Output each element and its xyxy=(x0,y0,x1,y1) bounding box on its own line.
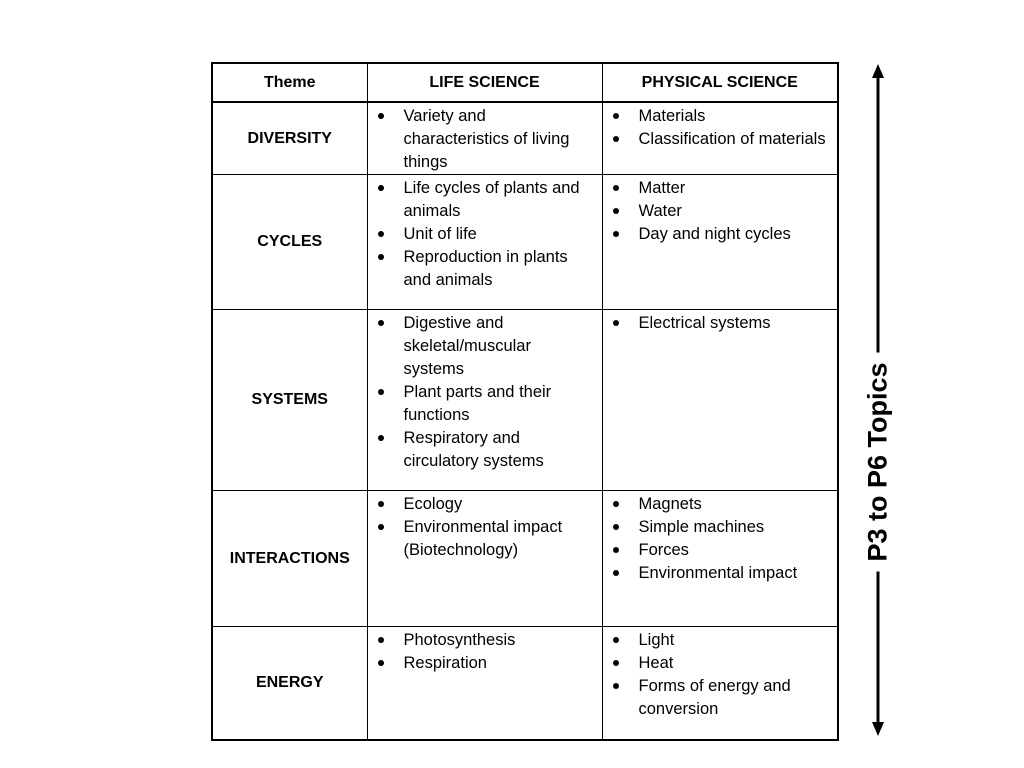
topic-list xyxy=(368,103,602,174)
header-life-science: LIFE SCIENCE xyxy=(367,63,602,102)
topic-item: Classification of materials xyxy=(611,128,832,151)
life-science-cell xyxy=(367,310,602,491)
topic-item: Materials xyxy=(611,105,832,128)
table-row xyxy=(212,627,838,740)
side-label-group xyxy=(860,62,896,738)
topic-item: Day and night cycles xyxy=(611,223,832,246)
topic-list xyxy=(603,627,838,721)
topic-item: Environmental impact (Biotechnology) xyxy=(376,516,596,562)
theme-cell: DIVERSITY xyxy=(212,102,367,175)
themes-table xyxy=(211,62,839,741)
topic-item: Respiration xyxy=(376,652,596,675)
topic-item: Unit of life xyxy=(376,223,596,246)
topic-item: Reproduction in plants and animals xyxy=(376,246,596,292)
theme-cell: SYSTEMS xyxy=(212,310,367,491)
topic-item: Variety and characteristics of living things xyxy=(376,105,596,174)
physical-science-cell xyxy=(602,491,838,627)
table-row xyxy=(212,491,838,627)
life-science-cell xyxy=(367,491,602,627)
topic-item: Heat xyxy=(611,652,832,675)
physical-science-cell xyxy=(602,102,838,175)
topic-list xyxy=(603,310,838,335)
topic-list xyxy=(603,175,838,246)
topic-item: Life cycles of plants and animals xyxy=(376,177,596,223)
topic-item: Electrical systems xyxy=(611,312,832,335)
topic-item: Environmental impact xyxy=(611,562,832,585)
topic-item: Magnets xyxy=(611,493,832,516)
topic-list xyxy=(603,491,838,585)
topic-item: Simple machines xyxy=(611,516,832,539)
topic-item: Forces xyxy=(611,539,832,562)
topic-item: Matter xyxy=(611,177,832,200)
topic-item: Respiratory and circulatory systems xyxy=(376,427,596,473)
theme-cell: INTERACTIONS xyxy=(212,491,367,627)
topic-item: Water xyxy=(611,200,832,223)
topic-item: Light xyxy=(611,629,832,652)
topic-list xyxy=(368,175,602,292)
header-row xyxy=(212,63,838,102)
physical-science-cell xyxy=(602,627,838,740)
table-row xyxy=(212,102,838,175)
topic-list xyxy=(368,310,602,473)
table-body xyxy=(212,102,838,740)
topic-item: Forms of energy and conversion xyxy=(611,675,832,721)
theme-cell: CYCLES xyxy=(212,175,367,310)
theme-cell: ENERGY xyxy=(212,627,367,740)
physical-science-cell xyxy=(602,310,838,491)
side-label: P3 to P6 Topics xyxy=(863,352,894,571)
life-science-cell xyxy=(367,102,602,175)
topic-item: Ecology xyxy=(376,493,596,516)
header-physical-science: PHYSICAL SCIENCE xyxy=(602,63,838,102)
topic-list xyxy=(368,491,602,562)
topic-list xyxy=(368,627,602,675)
life-science-cell xyxy=(367,627,602,740)
header-theme: Theme xyxy=(212,63,367,102)
physical-science-cell xyxy=(602,175,838,310)
table-row xyxy=(212,310,838,491)
topic-item: Photosynthesis xyxy=(376,629,596,652)
table-row xyxy=(212,175,838,310)
topic-item: Digestive and skeletal/muscular systems xyxy=(376,312,596,381)
life-science-cell xyxy=(367,175,602,310)
topic-list xyxy=(603,103,838,151)
topic-item: Plant parts and their functions xyxy=(376,381,596,427)
